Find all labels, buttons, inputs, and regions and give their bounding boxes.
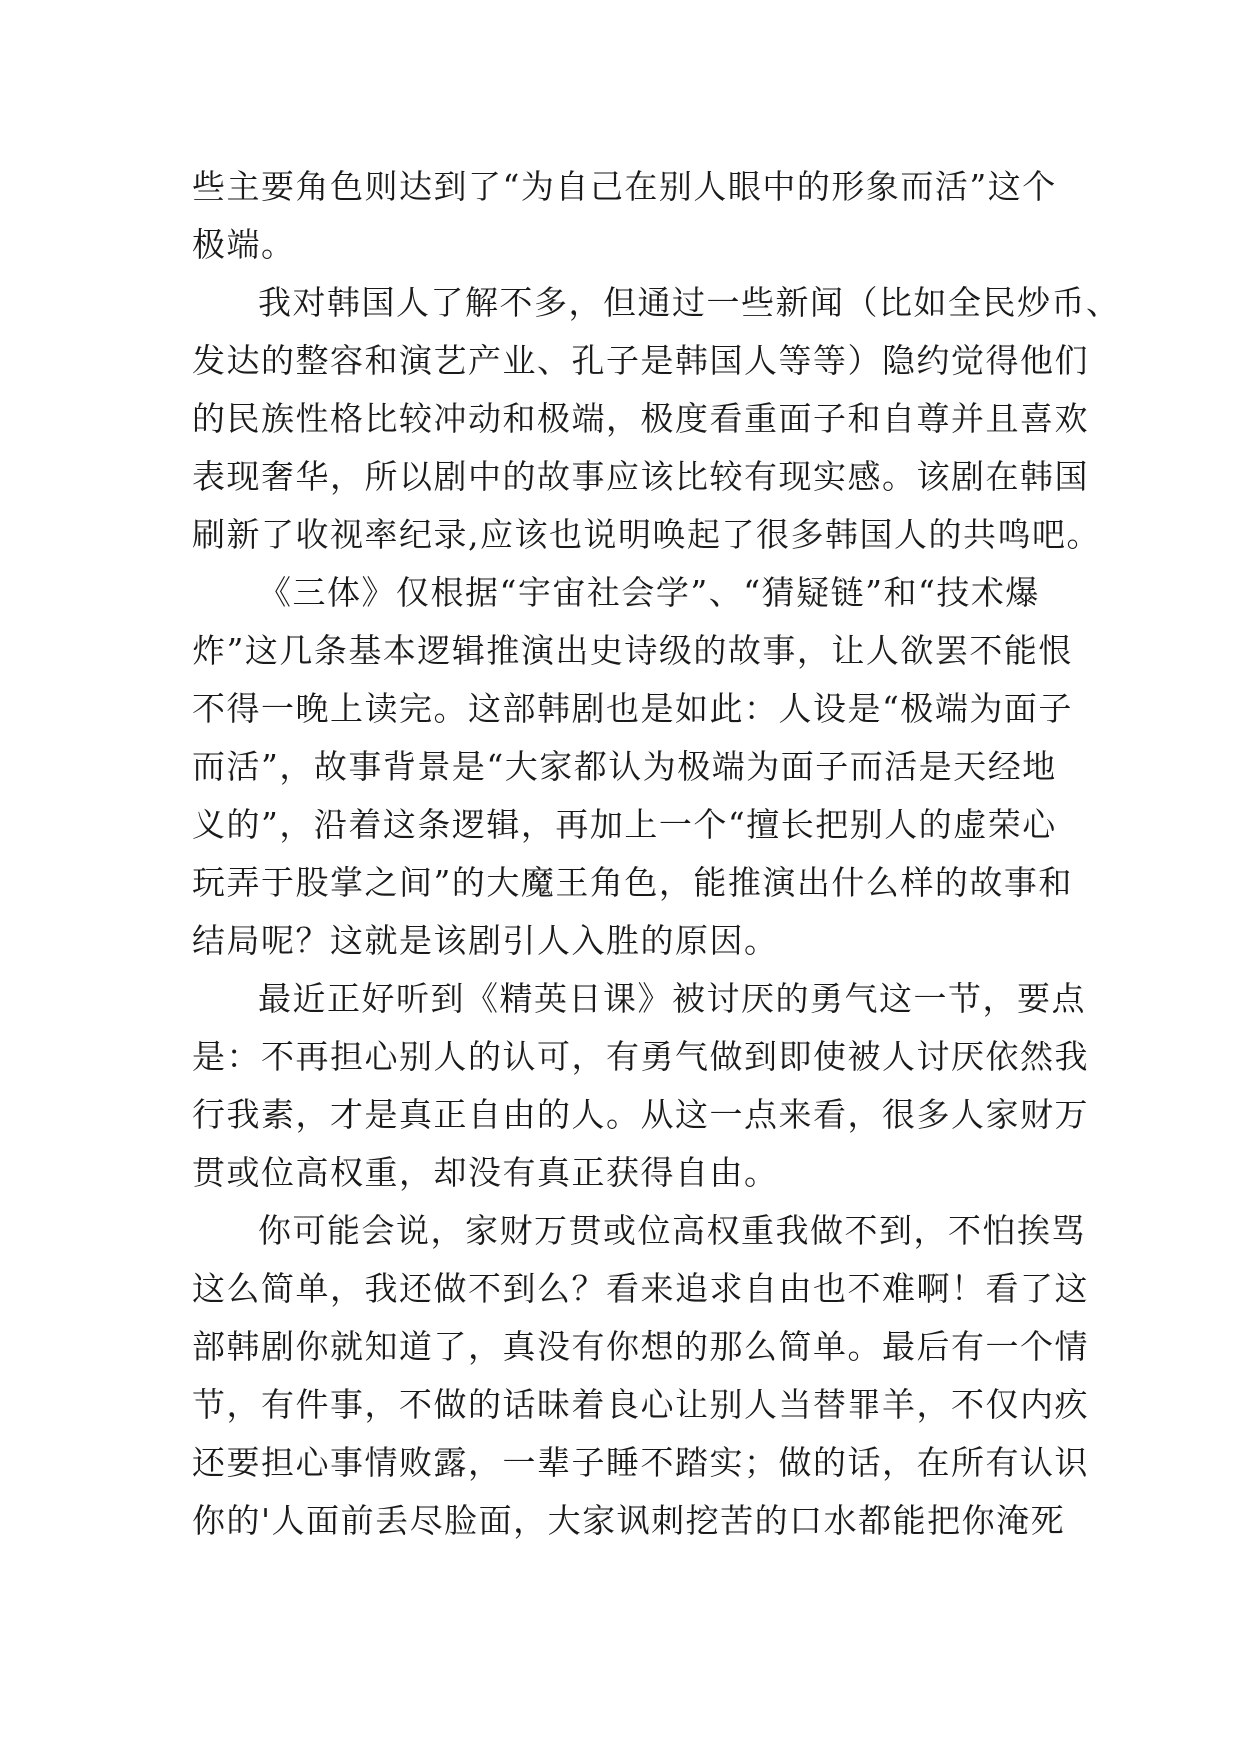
text-line: 节，有件事，不做的话昧着良心让别人当替罪羊，不仅内疚	[192, 1385, 1089, 1424]
text-line: 部韩剧你就知道了，真没有你想的那么简单。最后有一个情	[192, 1327, 1089, 1366]
text-line: 发达的整容和演艺产业、孔子是韩国人等等）隐约觉得他们	[192, 341, 1089, 380]
text-line: 刷新了收视率纪录,应该也说明唤起了很多韩国人的共鸣吧。	[192, 515, 1101, 554]
text-line: 不得一晚上读完。这部韩剧也是如此：人设是“极端为面子	[192, 689, 1073, 728]
text-line: 些主要角色则达到了“为自己在别人眼中的形象而活”这个	[192, 167, 1057, 206]
text-line: 义的”，沿着这条逻辑，再加上一个“擅长把别人的虚荣心	[192, 805, 1057, 844]
text-line: 的民族性格比较冲动和极端，极度看重面子和自尊并且喜欢	[192, 399, 1089, 438]
paragraph-start-line: 《三体》仅根据“宇宙社会学”、“猜疑链”和“技术爆	[258, 573, 1040, 612]
text-line: 你的'人面前丢尽脸面，大家讽刺挖苦的口水都能把你淹死	[192, 1501, 1066, 1540]
text-line: 而活”，故事背景是“大家都认为极端为面子而活是天经地	[192, 747, 1057, 786]
text-line: 是：不再担心别人的认可，有勇气做到即使被人讨厌依然我	[192, 1037, 1089, 1076]
paragraph-start-line: 你可能会说，家财万贯或位高权重我做不到，不怕挨骂	[258, 1211, 1086, 1250]
paragraph-start-line: 最近正好听到《精英日课》被讨厌的勇气这一节，要点	[258, 979, 1086, 1018]
paragraph-start-line: 我对韩国人了解不多，但通过一些新闻（比如全民炒币、	[258, 283, 1121, 322]
text-line: 极端。	[192, 225, 296, 264]
text-line: 炸”这几条基本逻辑推演出史诗级的故事，让人欲罢不能恨	[192, 631, 1073, 670]
text-line: 这么简单，我还做不到么？看来追求自由也不难啊！看了这	[192, 1269, 1089, 1308]
text-line: 贯或位高权重，却没有真正获得自由。	[192, 1153, 779, 1192]
document-body	[192, 158, 1121, 1550]
text-line: 玩弄于股掌之间”的大魔王角色，能推演出什么样的故事和	[192, 863, 1073, 902]
text-line: 还要担心事情败露，一辈子睡不踏实；做的话，在所有认识	[192, 1443, 1089, 1482]
text-line: 表现奢华，所以剧中的故事应该比较有现实感。该剧在韩国	[192, 457, 1089, 496]
text-line: 结局呢？这就是该剧引人入胜的原因。	[192, 921, 779, 960]
text-line: 行我素，才是真正自由的人。从这一点来看，很多人家财万	[192, 1095, 1089, 1134]
